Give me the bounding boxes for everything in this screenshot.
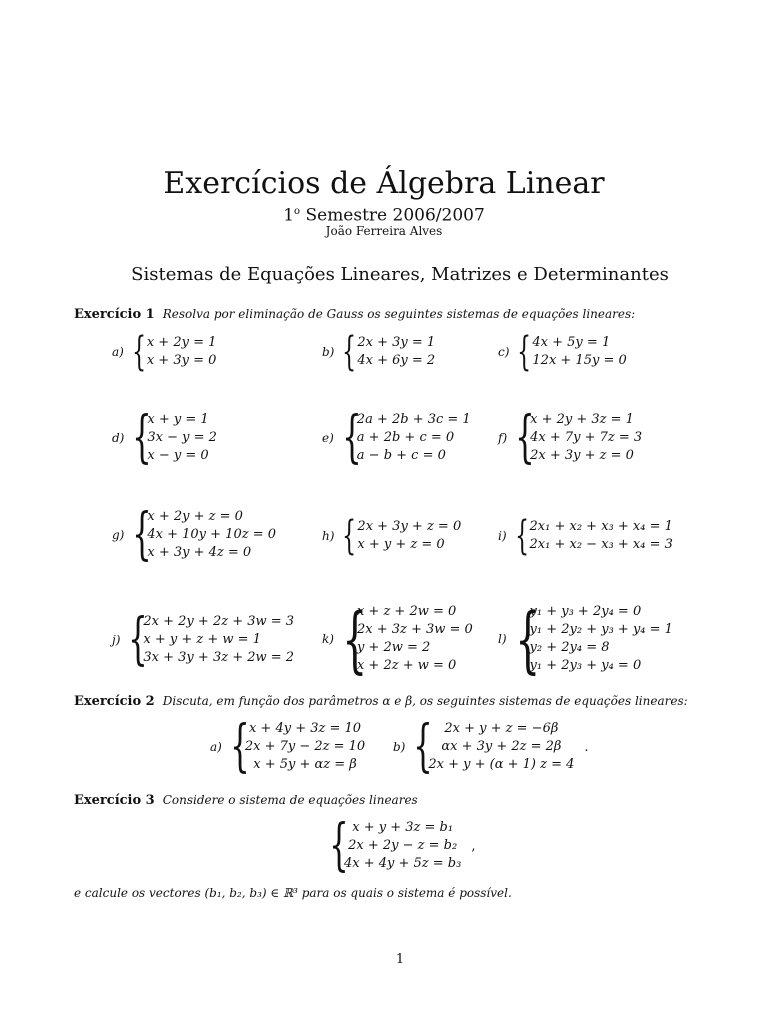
- equation: y₁ + 2y₂ + y₃ + y₄ = 1: [529, 622, 673, 637]
- equation: x + 2y = 1: [146, 335, 217, 350]
- equations: [530, 411, 642, 465]
- exercise-1-prompt: Resolva por eliminação de Gauss os seguintes sistemas de equações lineares:: [162, 307, 636, 321]
- system-label: j): [112, 633, 121, 647]
- system-label: i): [498, 529, 507, 543]
- equation: 4x + 6y = 2: [357, 353, 436, 368]
- document-title: Exercícios de Álgebra Linear: [163, 166, 605, 201]
- equations: [344, 819, 461, 873]
- equation: y₂ + 2y₄ = 8: [529, 640, 610, 655]
- system-c: [498, 329, 627, 375]
- equation: x + y + 3z = b₁: [352, 820, 454, 835]
- exercise-1-label: Exercício 1: [74, 307, 155, 322]
- equation: 2x + 3y + z = 0: [530, 448, 634, 463]
- system-label: a): [210, 740, 222, 754]
- brace: {: [128, 607, 149, 672]
- brace: {: [229, 714, 250, 779]
- system-l: [498, 597, 673, 681]
- brace: {: [515, 405, 535, 470]
- brace: {: [341, 405, 362, 470]
- equations: [532, 334, 626, 370]
- equation: 4x + 10y + 10z = 0: [147, 527, 276, 542]
- brace: {: [132, 502, 153, 567]
- trailing-comma: ,: [471, 838, 476, 854]
- equations: [530, 518, 673, 554]
- equation: 2x + 7y − 2z = 10: [244, 739, 366, 754]
- equation: 4x + 5y = 1: [532, 335, 611, 350]
- exercise-3-prompt: Considere o sistema de equações lineares: [162, 793, 418, 807]
- system-b: [322, 329, 436, 375]
- equation: αx + 3y + 2z = 2β: [441, 739, 562, 754]
- system-f: [498, 405, 643, 470]
- equation: 2x₁ + x₂ + x₃ + x₄ = 1: [529, 519, 673, 534]
- equation: x + 2y + z = 0: [147, 509, 243, 524]
- system-label: f): [498, 431, 508, 445]
- system-label: a): [112, 345, 124, 359]
- equation: a + 2b + c = 0: [356, 430, 455, 445]
- brace: {: [342, 597, 368, 681]
- equation: a − b + c = 0: [356, 448, 446, 463]
- system-label: k): [322, 632, 334, 646]
- system-i: [498, 513, 673, 559]
- brace: {: [413, 714, 434, 779]
- brace: {: [131, 329, 146, 375]
- equation: y + 2w = 2: [356, 640, 431, 655]
- system-label: h): [322, 529, 335, 543]
- equations: [245, 720, 365, 774]
- equation: x + y = 1: [147, 412, 209, 427]
- system-j: [112, 607, 295, 672]
- system-label: b): [393, 740, 406, 754]
- equation: x + y + z = 0: [357, 537, 445, 552]
- equation: 2x₁ + x₂ − x₃ + x₄ = 3: [529, 537, 673, 552]
- exercise-2-system-a: [210, 714, 366, 779]
- equations: [143, 613, 294, 667]
- exercise-3-heading: [74, 789, 418, 808]
- equation: y₁ + y₃ + 2y₄ = 0: [529, 604, 642, 619]
- equation: x + z + 2w = 0: [356, 604, 457, 619]
- author-name: João Ferreira Alves: [325, 224, 443, 238]
- equation: x + 3y + 4z = 0: [147, 545, 252, 560]
- equation: x + 2y + 3z = 1: [530, 412, 634, 427]
- exercise-2-label: Exercício 2: [74, 694, 155, 709]
- system-g: [112, 502, 276, 567]
- exercise-2-prompt: Discuta, em função dos parâmetros α e β, os seguintes sistemas de equações lineares:: [162, 694, 688, 708]
- trailing-period: .: [584, 739, 589, 755]
- equation: 3x − y = 2: [147, 430, 217, 445]
- equations: [147, 508, 276, 562]
- equation: 2x + 3y + z = 0: [357, 519, 462, 534]
- equations: [357, 603, 473, 675]
- brace: {: [132, 405, 153, 470]
- semester-text: Semestre 2006/2007: [300, 205, 485, 226]
- equation: 2x + 2y − z = b₂: [348, 838, 458, 853]
- equations: [357, 411, 471, 465]
- brace: {: [514, 513, 529, 559]
- system-a: [112, 329, 217, 375]
- section-title: Sistemas de Equações Lineares, Matrizes e Determinantes: [131, 264, 669, 285]
- equation: x + 5y + αz = β: [253, 757, 357, 772]
- system-d: [112, 405, 217, 470]
- exercise-2-system-b: [393, 714, 589, 779]
- equation: y₁ + 2y₃ + y₄ = 0: [529, 658, 642, 673]
- equation: x + 3y = 0: [146, 353, 217, 368]
- equation: x + 4y + 3z = 10: [248, 721, 362, 736]
- exercise-3-system: [326, 813, 476, 878]
- brace: {: [342, 329, 357, 375]
- brace: {: [329, 813, 349, 878]
- semester-line: [0, 202, 768, 226]
- equation: x + y + z + w = 1: [143, 632, 261, 647]
- equation: 2x + 2y + 2z + 3w = 3: [143, 614, 295, 629]
- brace: {: [517, 329, 532, 375]
- equation: 2x + y + (α + 1) z = 4: [428, 757, 575, 772]
- system-label: b): [322, 345, 335, 359]
- equations: [357, 334, 435, 370]
- exercise-1-heading: [74, 303, 635, 322]
- equation: 3x + 3y + 3z + 2w = 2: [143, 650, 295, 665]
- system-h: [322, 513, 462, 559]
- page-number: 1: [395, 952, 405, 967]
- equation: 12x + 15y = 0: [532, 353, 627, 368]
- equation: 2x + 3z + 3w = 0: [356, 622, 473, 637]
- semester-ordinal: o: [294, 206, 301, 217]
- system-label: e): [322, 431, 334, 445]
- system-label: g): [112, 528, 125, 542]
- equations: [428, 720, 574, 774]
- system-label: l): [498, 632, 507, 646]
- system-e: [322, 405, 471, 470]
- equations: [147, 334, 217, 370]
- equation: 2x + 3y = 1: [357, 335, 436, 350]
- equation: 2x + y + z = −6β: [444, 721, 559, 736]
- equation: 4x + 7y + 7z = 3: [530, 430, 643, 445]
- equations: [147, 411, 217, 465]
- brace: {: [342, 513, 357, 559]
- system-k: [322, 597, 473, 681]
- equation: x − y = 0: [147, 448, 209, 463]
- equation: 2a + 2b + 3c = 1: [356, 412, 471, 427]
- equation: 4x + 4y + 5z = b₃: [344, 856, 462, 871]
- brace: {: [514, 597, 540, 681]
- semester-number: 1: [283, 205, 295, 226]
- exercise-3-label: Exercício 3: [74, 793, 155, 808]
- equation: x + 2z + w = 0: [356, 658, 457, 673]
- equations: [530, 603, 673, 675]
- system-label: d): [112, 431, 125, 445]
- equations: [357, 518, 461, 554]
- system-label: c): [498, 345, 510, 359]
- exercise-3-closing: e calcule os vectores (b₁, b₂, b₃) ∈ ℝ³ para os quais o sistema é possível.: [74, 886, 512, 900]
- exercise-2-heading: [74, 690, 688, 709]
